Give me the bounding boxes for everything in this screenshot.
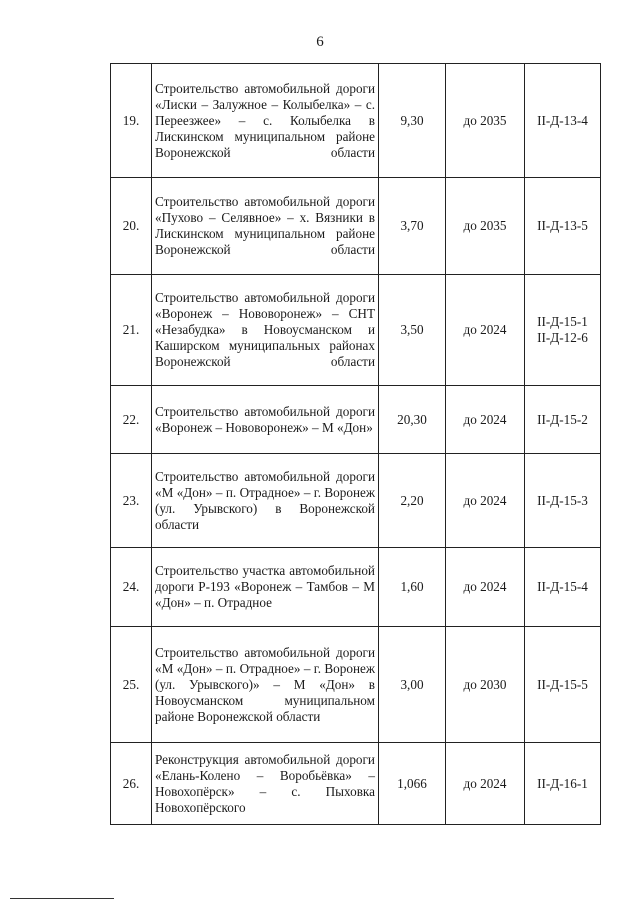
road-length: 1,066: [379, 743, 446, 825]
table-row: [111, 178, 601, 275]
project-code: [525, 548, 601, 627]
road-length: 1,60: [379, 548, 446, 627]
project-code: [525, 454, 601, 548]
road-length: 3,70: [379, 178, 446, 275]
project-description: Строительство автомобильной дороги «М «Дон» – п. Отрадное» – г. Воронеж (ул. Урывского)» – М «Дон» в Новоусманском муниципальном районе Воронежской области: [152, 627, 379, 743]
code-value: II-Д-12-6: [537, 330, 588, 345]
project-description: Строительство автомобильной дороги «Воронеж – Нововоронеж» – СНТ «Незабудка» в Новоусманском и Каширском муниципальных районах Воронежской области: [152, 275, 379, 386]
project-code: [525, 178, 601, 275]
project-code: [525, 64, 601, 178]
completion-term: до 2024: [446, 386, 525, 454]
table-row: [111, 64, 601, 178]
table-row: [111, 548, 601, 627]
project-description: Строительство автомобильной дороги «Пухово – Селявное» – х. Вязники в Лискинском муниципальном районе Воронежской области: [152, 178, 379, 275]
project-code: [525, 627, 601, 743]
footnote-divider: [10, 898, 114, 899]
completion-term: до 2024: [446, 548, 525, 627]
code-value: II-Д-15-5: [537, 676, 588, 692]
row-number: 24.: [111, 548, 152, 627]
table-row: [111, 454, 601, 548]
project-code: [525, 386, 601, 454]
row-number: 20.: [111, 178, 152, 275]
table-row: [111, 743, 601, 825]
completion-term: до 2024: [446, 454, 525, 548]
code-value: II-Д-15-3: [537, 492, 588, 508]
row-number: 19.: [111, 64, 152, 178]
completion-term: до 2024: [446, 275, 525, 386]
code-value: II-Д-15-4: [537, 579, 588, 594]
project-description: Строительство автомобильной дороги «М «Дон» – п. Отрадное» – г. Воронеж (ул. Урывского) в Воронежской области: [152, 454, 379, 548]
road-length: 3,00: [379, 627, 446, 743]
completion-term: до 2035: [446, 178, 525, 275]
project-description: Строительство участка автомобильной дороги Р-193 «Воронеж – Тамбов – М «Дон» – п. Отрадное: [152, 548, 379, 627]
page-number: 6: [316, 34, 324, 50]
code-value: II-Д-15-1: [537, 314, 588, 329]
road-length: 9,30: [379, 64, 446, 178]
road-length: 20,30: [379, 386, 446, 454]
project-description: Строительство автомобильной дороги «Лиски – Залужное – Колыбелка» – с. Переезжее» – с. Колыбелка в Лискинском муниципальном районе Воронежской области: [152, 64, 379, 178]
completion-term: до 2035: [446, 64, 525, 178]
completion-term: до 2024: [446, 743, 525, 825]
code-value: II-Д-13-5: [537, 218, 588, 233]
row-number: 22.: [111, 386, 152, 454]
code-value: II-Д-16-1: [537, 775, 588, 791]
code-value: II-Д-15-2: [537, 411, 588, 427]
road-length: 2,20: [379, 454, 446, 548]
project-description: Строительство автомобильной дороги «Воронеж – Нововоронеж» – М «Дон»: [152, 386, 379, 454]
project-description: Реконструкция автомобильной дороги «Елань-Колено – Воробьёвка» – Новохопёрск» – с. Пыховка Новохопёрского: [152, 743, 379, 825]
road-length: 3,50: [379, 275, 446, 386]
table-row: [111, 386, 601, 454]
row-number: 23.: [111, 454, 152, 548]
road-projects-table: [110, 63, 601, 825]
row-number: 21.: [111, 275, 152, 386]
project-code: [525, 743, 601, 825]
table-row: [111, 627, 601, 743]
row-number: 25.: [111, 627, 152, 743]
project-code: [525, 275, 601, 386]
completion-term: до 2030: [446, 627, 525, 743]
row-number: 26.: [111, 743, 152, 825]
table-row: [111, 275, 601, 386]
code-value: II-Д-13-4: [537, 112, 588, 128]
